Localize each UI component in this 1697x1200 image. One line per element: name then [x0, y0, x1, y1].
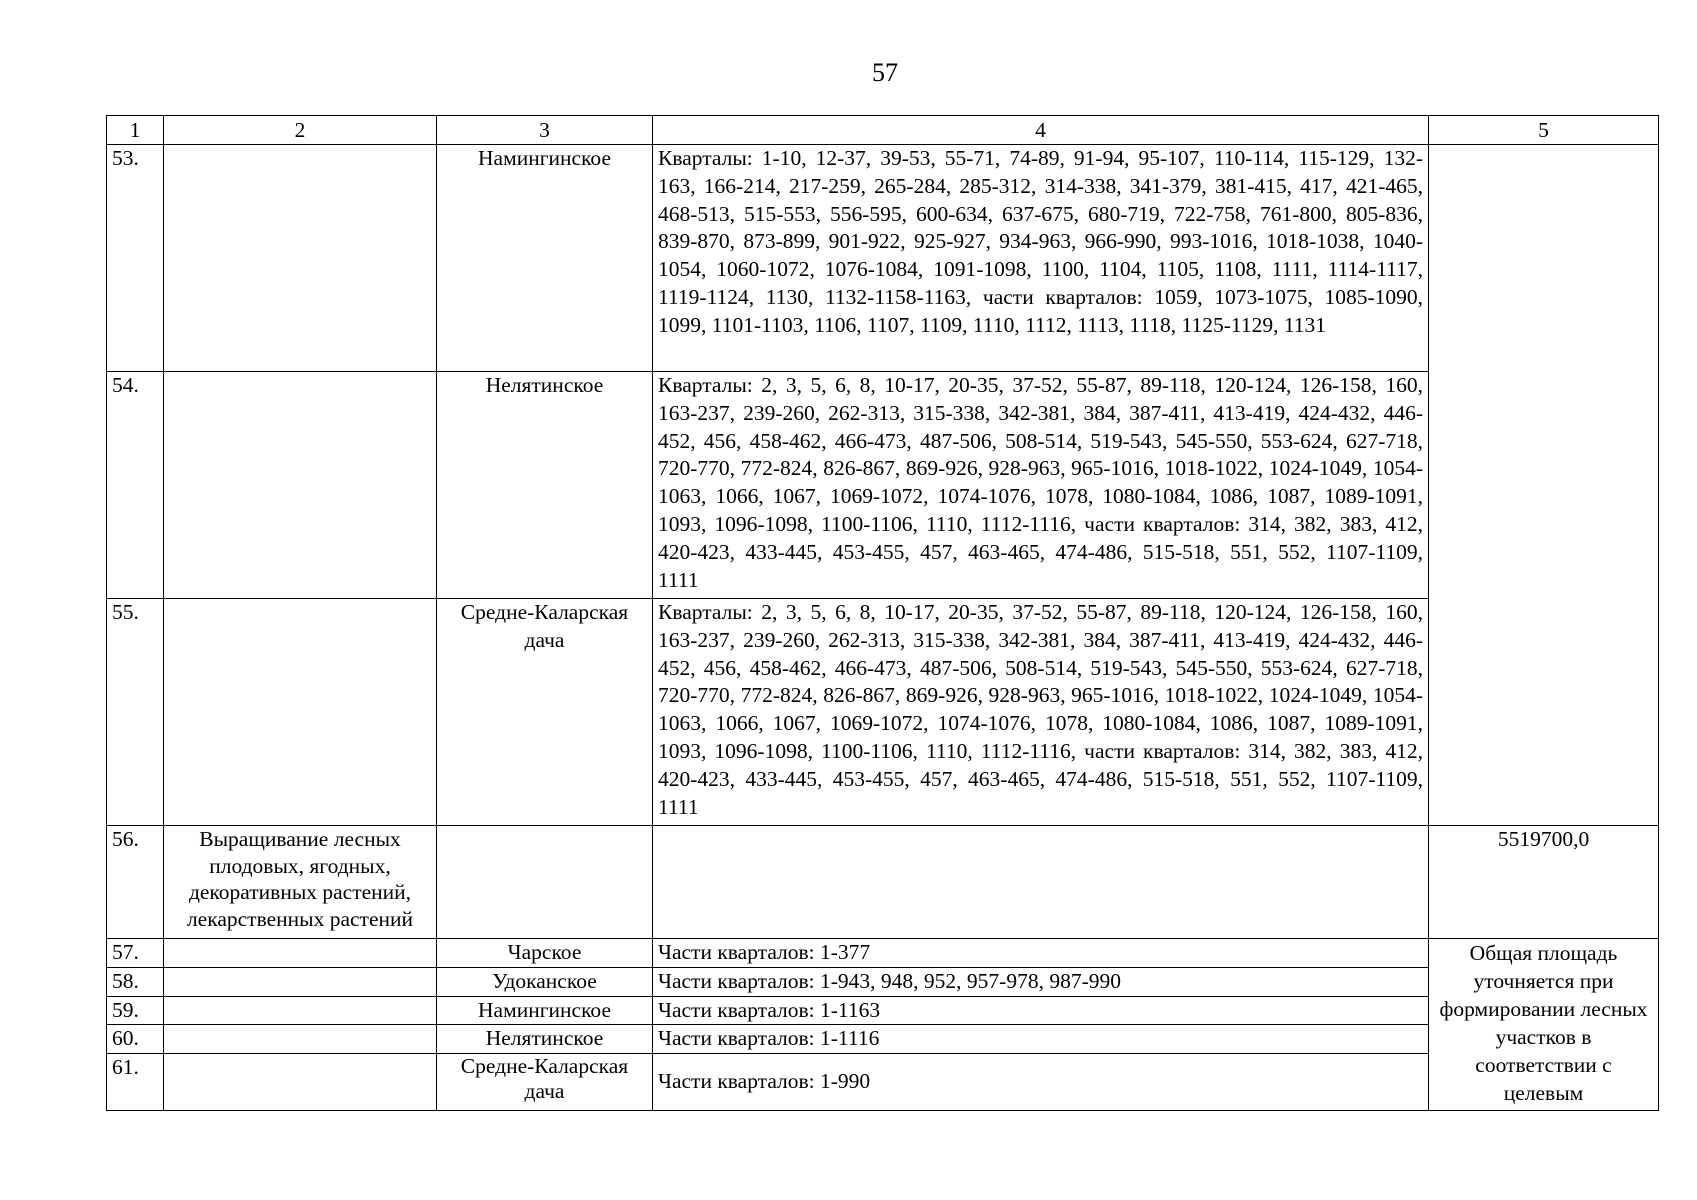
table-row — [107, 599, 1659, 826]
use-type-cell — [164, 145, 437, 372]
quarters-list: Части кварталов: 1-1116 — [653, 1025, 1429, 1054]
table-row — [107, 1054, 1659, 1111]
table-header-row — [107, 116, 1659, 145]
table-row — [107, 996, 1659, 1025]
forestry-name: Нелятинское — [437, 372, 653, 599]
table-row — [107, 145, 1659, 372]
row-number: 60. — [107, 1025, 164, 1054]
quarters-list — [653, 826, 1429, 939]
quarters-list: Кварталы: 1-10, 12-37, 39-53, 55-71, 74-89, 91-94, 95-107, 110-114, 115-129, 132-163, 166-214, 217-259, 265-284, 285-312, 314-338, 341-379, 381-415, 417, 421-465, 468-513, 515-553, 556-595, 600-634, 637-675, 680-719, 722-758, 761-800, 805-836, 839-870, 873-899, 901-922, 925-927, 934-963, 966-990, 993-1016, 1018-1038, 1040-1054, 1060-1072, 1076-1084, 1091-1098, 1100, 1104, 1105, 1108, 1111, 1114-1117, 1119-1124, 1130, 1132-1158-1163, части кварталов: 1059, 1073-1075, 1085-1090, 1099, 1101-1103, 1106, 1107, 1109, 1110, 1112, 1113, 1118, 1125-1129, 1131 — [653, 145, 1429, 372]
table-row — [107, 826, 1659, 939]
use-type-cell — [164, 996, 437, 1025]
use-type-cell — [164, 967, 437, 996]
forestry-name: Намингинское — [437, 996, 653, 1025]
forestry-name: Нелятинское — [437, 1025, 653, 1054]
area-value: 5519700,0 — [1429, 826, 1659, 939]
header-cell-5: 5 — [1429, 116, 1659, 145]
row-number: 59. — [107, 996, 164, 1025]
table-row — [107, 939, 1659, 968]
row-number: 53. — [107, 145, 164, 372]
row-number: 61. — [107, 1054, 164, 1111]
forestry-name — [437, 826, 653, 939]
header-cell-1: 1 — [107, 116, 164, 145]
forestry-name: Средне-Каларская дача — [437, 1054, 653, 1111]
use-type-cell — [164, 1025, 437, 1054]
quarters-list: Части кварталов: 1-943, 948, 952, 957-978, 987-990 — [653, 967, 1429, 996]
area-note: Общая площадь уточняется при формировании лесных участков в соответствии с целевым — [1429, 939, 1659, 1111]
header-cell-3: 3 — [437, 116, 653, 145]
use-type-cell — [164, 1054, 437, 1111]
quarters-list: Части кварталов: 1-1163 — [653, 996, 1429, 1025]
row-number: 55. — [107, 599, 164, 826]
quarters-list: Кварталы: 2, 3, 5, 6, 8, 10-17, 20-35, 37-52, 55-87, 89-118, 120-124, 126-158, 160, 163-237, 239-260, 262-313, 315-338, 342-381, 384, 387-411, 413-419, 424-432, 446-452, 456, 458-462, 466-473, 487-506, 508-514, 519-543, 545-550, 553-624, 627-718, 720-770, 772-824, 826-867, 869-926, 928-963, 965-1016, 1018-1022, 1024-1049, 1054-1063, 1066, 1067, 1069-1072, 1074-1076, 1078, 1080-1084, 1086, 1087, 1089-1091, 1093, 1096-1098, 1100-1106, 1110, 1112-1116, части кварталов: 314, 382, 383, 412, 420-423, 433-445, 453-455, 457, 463-465, 474-486, 515-518, 551, 552, 1107-1109, 1111 — [653, 372, 1429, 599]
row-number: 58. — [107, 967, 164, 996]
forestry-name: Чарское — [437, 939, 653, 968]
area-cell-empty — [1429, 145, 1659, 826]
forestry-name: Намингинское — [437, 145, 653, 372]
quarters-list: Части кварталов: 1-377 — [653, 939, 1429, 968]
table-row — [107, 967, 1659, 996]
quarters-list: Части кварталов: 1-990 — [653, 1054, 1429, 1111]
table-row — [107, 1025, 1659, 1054]
table-row — [107, 372, 1659, 599]
quarters-list: Кварталы: 2, 3, 5, 6, 8, 10-17, 20-35, 37-52, 55-87, 89-118, 120-124, 126-158, 160, 163-237, 239-260, 262-313, 315-338, 342-381, 384, 387-411, 413-419, 424-432, 446-452, 456, 458-462, 466-473, 487-506, 508-514, 519-543, 545-550, 553-624, 627-718, 720-770, 772-824, 826-867, 869-926, 928-963, 965-1016, 1018-1022, 1024-1049, 1054-1063, 1066, 1067, 1069-1072, 1074-1076, 1078, 1080-1084, 1086, 1087, 1089-1091, 1093, 1096-1098, 1100-1106, 1110, 1112-1116, части кварталов: 314, 382, 383, 412, 420-423, 433-445, 453-455, 457, 463-465, 474-486, 515-518, 551, 552, 1107-1109, 1111 — [653, 599, 1429, 826]
header-cell-2: 2 — [164, 116, 437, 145]
forestry-name: Средне-Каларская дача — [437, 599, 653, 826]
use-type-cell — [164, 939, 437, 968]
forestry-name: Удоканское — [437, 967, 653, 996]
use-type-cell — [164, 599, 437, 826]
header-cell-4: 4 — [653, 116, 1429, 145]
row-number: 57. — [107, 939, 164, 968]
page-number: 57 — [872, 58, 898, 87]
forest-quarters-table — [106, 115, 1659, 1111]
row-number: 56. — [107, 826, 164, 939]
row-number: 54. — [107, 372, 164, 599]
use-type-cell — [164, 372, 437, 599]
use-type-cell: Выращивание лесных плодовых, ягодных, декоративных растений, лекарственных растений — [164, 826, 437, 939]
